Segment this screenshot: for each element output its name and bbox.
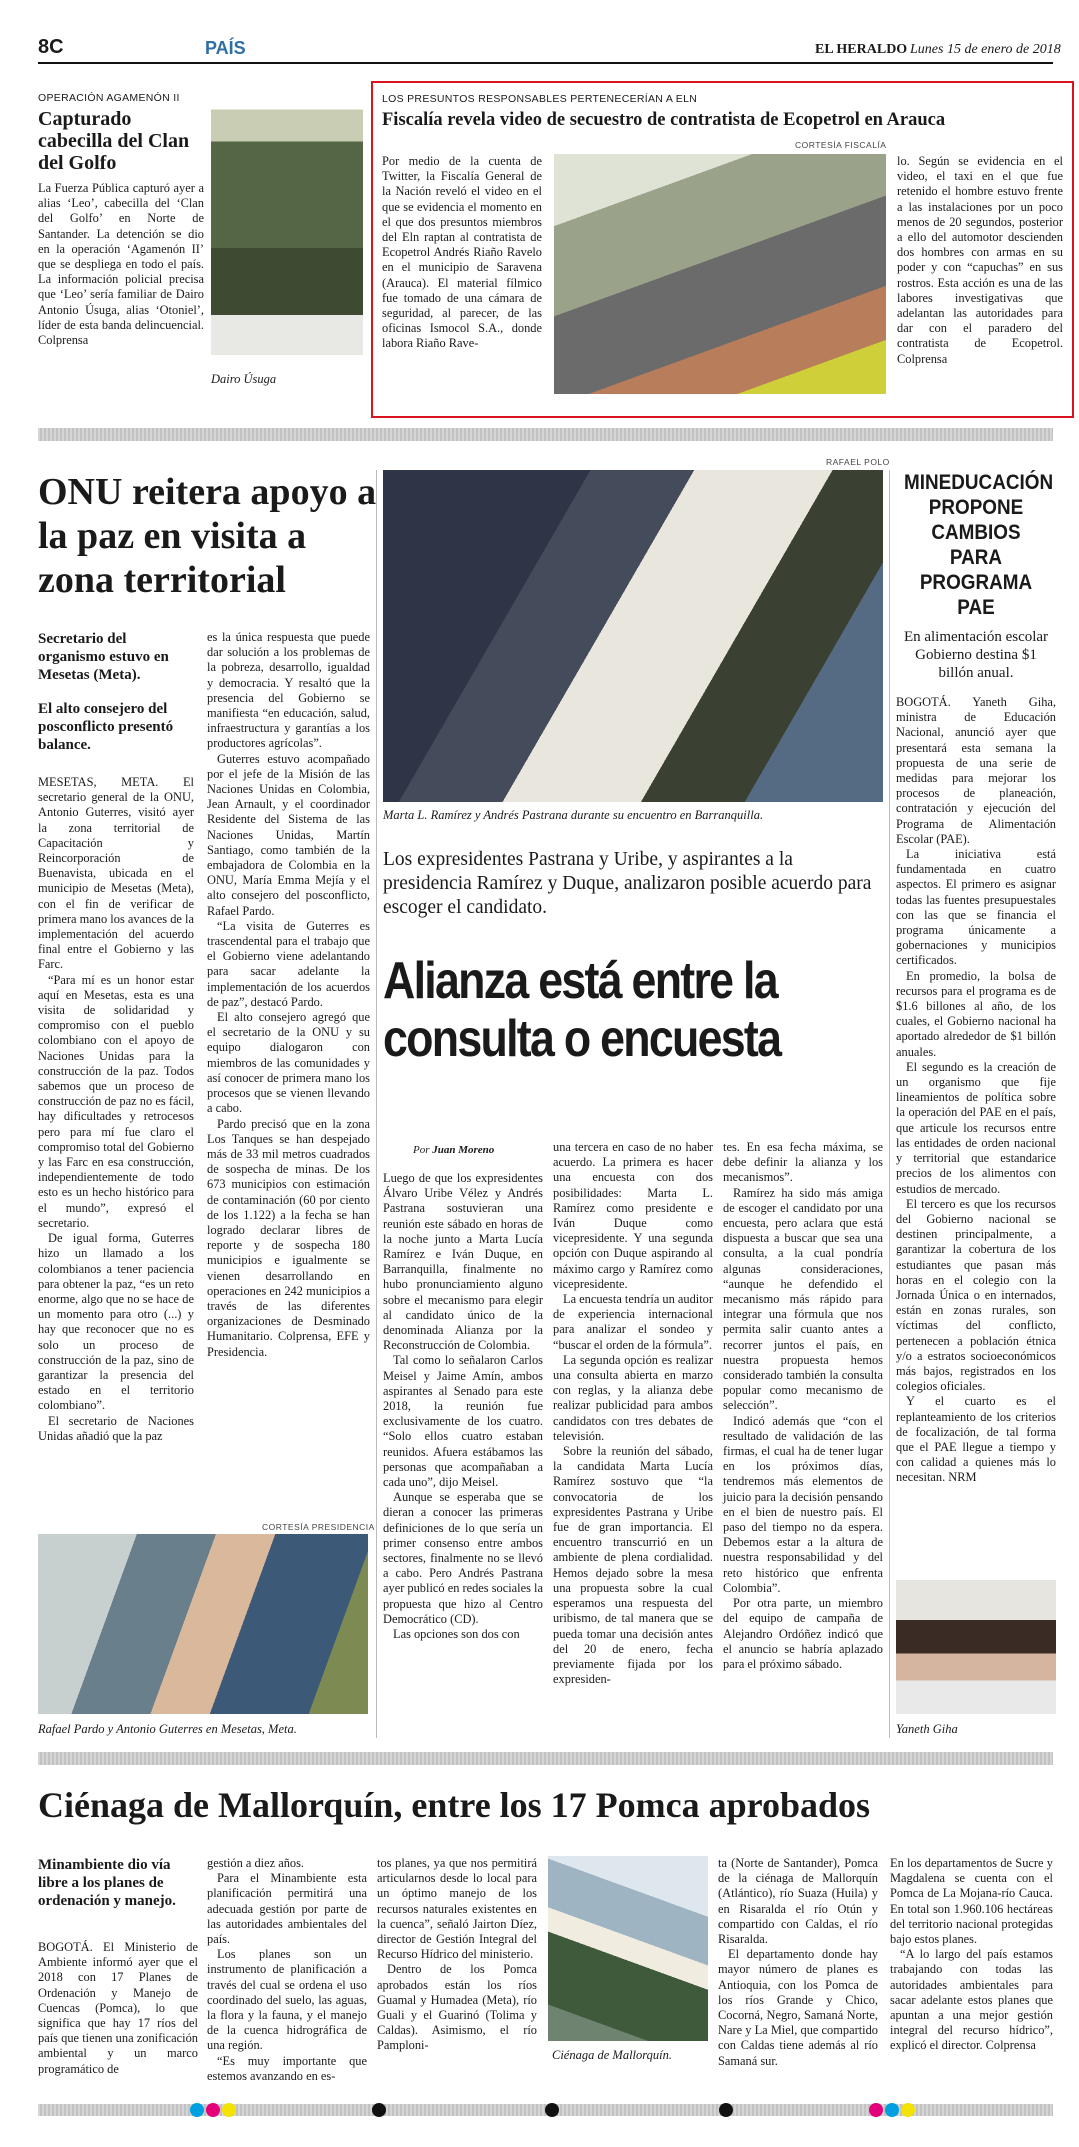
alianza-headline: Alianza está entre la consulta o encuesta [383, 952, 781, 1068]
alianza-deck: Los expresidentes Pastrana y Uribe, y aspirantes a la presidencia Ramírez y Duque, analizaron posible acuerdo para escoger el candidato. [383, 849, 872, 918]
section-divider-band [38, 428, 1053, 441]
onu-photo [38, 1534, 368, 1714]
mineducacion-body [896, 695, 1056, 1486]
onu-col2-p5: Pardo precisó que en la zona Los Tanques se han despejado más de 33 mil metros cuadrados de sospecha de minas. De los 673 municipios con estimación de contaminación (60 por ciento de los 1.122) a la fecha se han logrado declarar libres de reporte y de sospecha 180 municipios e igualmente se vienen desarrollando en operaciones en 242 municipios a través de las diferentes organizaciones de Desminado Humanitario. Colprensa, EFE y Presidencia. [207, 1116, 370, 1359]
alianza-col3-p4: Por otra parte, un miembro del equipo de campaña de Alejandro Ordóñez indicó que el anuncio se habría aplazado para el próximo sábado. [723, 1596, 883, 1671]
brief2-col2: lo. Según se evidencia en el video, el taxi en el que fue retenido el hombre estuvo frente a las instalaciones por un poco menos de 20 segundos, posterior a ello del automotor descienden dos hombres con armas en su poder y con “capuchas” en sus rostros. Esta acción es una de las labores investigativas que adelantan las autoridades para dar con el paradero del contratista de Ecopetrol. Colprensa [897, 154, 1063, 366]
cienaga-photo-caption: Ciénaga de Mallorquín. [552, 2048, 673, 2062]
brief1-body: La Fuerza Pública capturó ayer a alias ‘Leo’, cabecilla del ‘Clan del Golfo’ en Norte de Santander. La detención se dio en la operación ‘Agamenón II’ que se despliega en todo el país. La información policial precisa que ‘Leo’ sería familiar de Dairo Antonio Úsuga, alias ‘Otoniel’, líder de esta banda delincuencial. Colprensa [38, 181, 204, 348]
mineducacion-headline: MINEDUCACIÓN PROPONE CAMBIOS PARA PROGRAMA PAE [904, 471, 1054, 619]
cienaga-col3 [377, 1856, 537, 2054]
onu-col1 [38, 775, 194, 1444]
brief2-col1: Por medio de la cuenta de Twitter, la Fiscalía General de la Nación reveló el video en el que se evidencia el momento en el que dos presuntos miembros del Eln raptan al contratista de Ecopetrol Andrés Riaño Ravelo en el municipio de Saravena (Arauca). El material fílmico fue tomado de una cámara de seguridad, al parecer, de las oficinas Ismocol S.A., donde labora Riaño Rave- [382, 154, 542, 351]
mineducacion-p1: BOGOTÁ. Yaneth Giha, ministra de Educación Nacional, anunció ayer que presentará esta semana la propuesta de una serie de medidas para mejorar los procesos de planeación, contratación y ejecución del Programa de Alimentación Escolar (PAE). [896, 695, 1056, 846]
alianza-byline [413, 1144, 494, 1156]
brief1-photo [211, 88, 363, 355]
alianza-col2-p1: una tercera en caso de no haber acuerdo. La primera es hacer una encuesta con dos posibilidades: Marta L. Ramírez como presidente e Iván Duque como vicepresidente. Y una segunda opción con Duque aspirando al máximo cargo y Ramírez como vicepresidente. [553, 1140, 713, 1291]
alianza-col2 [553, 1140, 713, 1687]
onu-photo-credit: CORTESÍA PRESIDENCIA [262, 1522, 375, 1532]
cienaga-col4-p1: ta (Norte de Santander), Pomca de la ciénaga de Mallorquín (Atlántico), río Suaza (Huila) y en Risaralda el río Otún y compartido con Caldas, el río Risaralda. [718, 1856, 878, 1947]
brief1-kicker: OPERACIÓN AGAMENÓN II [38, 92, 180, 104]
mineducacion-p3: En promedio, la bolsa de recursos para el programa es de $1.6 billones al año, de los cuales, el Gobierno nacional ha aportado alrededor de $1 billón anuales. [896, 968, 1056, 1059]
registration-dot-yellow-2 [901, 2103, 915, 2117]
cienaga-subhead: Minambiente dio vía libre a los planes de ordenación y manejo. [38, 1857, 176, 1909]
cienaga-photo [548, 1856, 708, 2041]
section-name: PAÍS [205, 38, 246, 58]
alianza-photo-caption: Marta L. Ramírez y Andrés Pastrana durante su encuentro en Barranquilla. [383, 808, 764, 822]
mineducacion-p2: La iniciativa está fundamentada en cuatro aspectos. El primero es asignar todas las fuentes presupuestales con las que se financia el programa únicamente a gobernaciones y municipios certificados. [896, 847, 1056, 968]
alianza-col1 [383, 1171, 543, 1642]
onu-col2-p3: “La visita de Guterres es trascendental para el trabajo que el Gobierno viene adelantando para sacar adelante la implementación de los acuerdos de paz”, destacó Pardo. [207, 918, 370, 1009]
registration-dot-magenta-2 [869, 2103, 883, 2117]
registration-dot-magenta [206, 2103, 220, 2117]
cienaga-col2 [207, 1856, 367, 2084]
registration-dot-black [372, 2103, 386, 2117]
brief1-photo-caption: Dairo Úsuga [211, 372, 277, 386]
onu-col1-p3: De igual forma, Guterres hizo un llamado a los colombianos a tener paciencia para obtener la paz, “es un reto enorme, algo que no se hace de un momento para otro (...) y hay que reconocer que no es solo un proceso de construcción de la paz, sino de garantizar la presencia del estado en el territorio colombiano”. [38, 1231, 194, 1413]
brief1-headline: Capturado cabecilla del Clan del Golfo [38, 108, 190, 174]
mineducacion-p5: El tercero es que los recursos del Gobierno nacional se destinen principalmente, a garantizar la cobertura de los estudiantes que pasan más horas en el colegio con la Jornada Única o en internados, están en zonas rurales, son víctimas del conflicto, pertenecen a población étnica y/o a estratos socioeconómicos más bajos, registrados en los colegios oficiales. [896, 1196, 1056, 1394]
cienaga-col2-p3: Los planes son un instrumento de planificación a través del cual se ordena el uso coordinado del suelo, las aguas, la flora y la fauna, y el manejo de la cuenca hidrográfica de una región. [207, 1947, 367, 2053]
onu-col2 [207, 630, 370, 1360]
cienaga-col2-p2: Para el Minambiente esta planificación permitirá una adecuada gestión por parte de las autoridades ambientales del país. [207, 1871, 367, 1947]
issue-date: Lunes 15 de enero de 2018 [910, 42, 1061, 57]
mineducacion-p6: Y el cuarto es el replanteamiento de los criterios de focalización, de tal forma que el PAE llegue a tiempo y con calidad a quienes más lo necesitan. NRM [896, 1394, 1056, 1485]
onu-subhead-1: Secretario del organismo estuvo en Mesetas (Meta). [38, 631, 169, 683]
onu-col1-p4: El secretario de Naciones Unidas añadió que la paz [38, 1413, 194, 1443]
column-rule-left [376, 470, 377, 1738]
alianza-col3-p3: Indicó además que “con el resultado de validación de las firmas, el cual ha de tener lugar en los próximos días, tendremos más elementos de juicio para la decisión pensando en el bien de nuestro país. El paso del tiempo no da espera. Debemos estar a la altura de nuestra responsabilidad y del reto histórico que enfrenta Colombia”. [723, 1413, 883, 1595]
column-rule-right [889, 470, 890, 1738]
onu-col2-p4: El alto consejero agregó que el secretario de la ONU y su equipo dialogaron con miembros de las comunidades y así conocer de primera mano los procesos que se vienen llevando a cabo. [207, 1010, 370, 1116]
mineducacion-photo [896, 1580, 1056, 1714]
alianza-photo [383, 470, 883, 802]
mineducacion-p4: El segundo es la creación de un organismo que fije lineamientos de política sobre la operación del PAE en el país, que articule los recursos entre las entidades de orden nacional y territorial que estandarice precios de los alimentos con estudios de mercado. [896, 1059, 1056, 1196]
onu-col2-p1: es la única respuesta que puede dar solución a los problemas de la pobreza, desarrollo, igualdad y democracia. Y resaltó que la presencia del Gobierno se manifiesta “en educación, salud, infraestructura y garantías a los productores agrícolas”. [207, 630, 370, 751]
cienaga-col3-p1: tos planes, ya que nos permitirá articularnos desde lo local para un óptimo manejo de los recursos naturales existentes en la cuenca”, señaló Jairton Díez, director de Gestión Integral del Recurso Hídrico del ministerio. [377, 1856, 537, 1962]
alianza-col2-p4: Sobre la reunión del sábado, la candidata Marta Lucía Ramírez sostuvo que “la convocatoria de los expresidentes Pastrana y Uribe fue de gran importancia. El encuentro transcurrió en un ambiente de plena cordialidad. Hemos dejado sobre la mesa una propuesta sobre la cual esperamos una respuesta del uribismo, de tal manera que se pueda tomar una decisión antes del 20 de enero, fecha previamente fijada por los expresiden- [553, 1444, 713, 1687]
byline-prefix: Por [413, 1144, 430, 1156]
cienaga-col1: BOGOTÁ. El Ministerio de Ambiente informó ayer que el 2018 con 17 Planes de Ordenación y Manejo de Cuencas (Pomca), lo que significa que hay 17 ríos del país que tienen una zonificación ambiental y un marco programático de [38, 1940, 198, 2076]
cienaga-col4-p2: El departamento donde hay mayor número de planes es Antioquia, con los Pomca de los ríos Grande y Chico, Cocorná, Negro, Samaná Norte, Nare y La Miel, que compartido con Caldas tiene además al río Samaná sur. [718, 1947, 878, 2068]
masthead-rule [38, 62, 1053, 64]
onu-headline: ONU reitera apoyo a la paz en visita a zona territorial [38, 471, 377, 601]
onu-col1-p2: “Para mí es un honor estar aquí en Mesetas, esta es una visita de solidaridad y compromiso con el pueblo colombiano con el apoyo de Naciones Unidas para la construcción de la paz. Todos sabemos que un proceso de construcción de paz no es fácil, hay dificultades y retrocesos pero para mí fue claro el compromiso total del Gobierno y las Farc en esa construcción, independientemente de todo esto es un hecho histórico para el mundo”, expresó el secretario. [38, 972, 194, 1230]
registration-dot-cyan-2 [885, 2103, 899, 2117]
alianza-col2-p2: La encuesta tendría un auditor de experiencia internacional para analizar el sondeo y “buscar el orden de la fórmula”. [553, 1292, 714, 1352]
alianza-col1-p1: Luego de que los expresidentes Álvaro Uribe Vélez y Andrés Pastrana sostuvieran una reunión este sábado en horas de la noche junto a Marta Lucía Ramírez e Iván Duque, en Barranquilla, finalmente no hubo pronunciamiento alguno sobre el mecanismo para elegir al candidato único de la denominada Alianza por la Reconstrucción de Colombia. [383, 1171, 543, 1353]
brief2-kicker: LOS PRESUNTOS RESPONSABLES PERTENECERÍAN A ELN [382, 93, 698, 105]
cienaga-col4 [718, 1856, 878, 2069]
alianza-col1-p2: Tal como lo señalaron Carlos Meisel y Jaime Amín, ambos aspirantes al Senado para este 2018, la reunión fue exclusivamente de los cuatro. “Solo ellos cuatro estaban reunidos. Afuera estábamos las personas que acompañaban a cada uno”, dijo Meisel. [383, 1353, 543, 1490]
alianza-col1-p3: Aunque se esperaba que se dieran a conocer las primeras definiciones de lo que sería un primer consenso entre ambos sectores, finalmente no se llevó a cabo. Pero Andrés Pastrana ayer publicó en redes sociales la propuesta que hizo al Centro Democrático (CD). [383, 1490, 543, 1626]
alianza-col3-p2: Ramírez ha sido más amiga de escoger el candidato por una encuesta, pero aclara que está dispuesta a buscar que sea una consulta, a la cual pondría algunas consideraciones, “aunque he defendido el mecanismo más rápido para integrar una fórmula que nos permita salir cuanto antes a recorrer juntos el país, en nuestra propuesta hemos considerado también la consulta popular como mecanismo de selección”. [723, 1185, 883, 1413]
onu-photo-caption: Rafael Pardo y Antonio Guterres en Mesetas, Meta. [38, 1722, 297, 1736]
cienaga-col5-p1: En los departamentos de Sucre y Magdalena se cuenta con el Pomca de La Mojana-río Cauca. En total son 1.960.106 hectáreas del territorio nacional protegidas bajo estos planes. [890, 1856, 1053, 1947]
cienaga-col5 [890, 1856, 1053, 2054]
cienaga-col2-p4: “Es muy importante que estemos avanzando en es- [207, 2053, 367, 2083]
brief2-photo-credit: CORTESÍA FISCALÍA [795, 140, 887, 150]
brief2-headline: Fiscalía revela video de secuestro de contratista de Ecopetrol en Arauca [382, 110, 946, 130]
byline-author: Juan Moreno [432, 1144, 495, 1156]
cienaga-headline: Ciénaga de Mallorquín, entre los 17 Pomca aprobados [38, 1785, 871, 1825]
registration-dot-black-2 [545, 2103, 559, 2117]
alianza-col2-p3: La segunda opción es realizar una consulta abierta en marzo con reglas, y la alianza debe realizar publicidad para ambos candidatos con tres debates de televisión. [553, 1352, 713, 1443]
page-number: 8C [38, 36, 64, 58]
cienaga-col2-p1: gestión a diez años. [207, 1856, 305, 1870]
onu-subhead-2: El alto consejero del posconflicto presentó balance. [38, 701, 174, 753]
cienaga-col3-p2: Dentro de los Pomca aprobados están los ríos Guamal y Humadea (Meta), río Guali y el Guarinó (Tolima y Caldas). Asimismo, el río Pamploni- [377, 1962, 537, 2053]
section-divider-band-2 [38, 1752, 1053, 1765]
mineducacion-photo-caption: Yaneth Giha [896, 1722, 958, 1736]
alianza-col3-p1: tes. En esa fecha máxima, se debe definir la alianza y los mecanismos”. [723, 1140, 883, 1185]
alianza-col3 [723, 1140, 883, 1672]
registration-dot-yellow [222, 2103, 236, 2117]
registration-dot-cyan [190, 2103, 204, 2117]
alianza-col1-p4: Las opciones son dos con [393, 1627, 520, 1642]
brief2-photo [554, 154, 886, 394]
registration-dot-black-3 [719, 2103, 733, 2117]
onu-col1-p1: MESETAS, META. El secretario general de la ONU, Antonio Guterres, visitó ayer la zona territorial de Capacitación y Reincorporación de Buenavista, ubicada en el municipio de Mesetas (Meta), con el fin de verificar de primera mano los avances de la implementación del acuerdo final entre el Gobierno y las Farc. [38, 775, 194, 972]
cienaga-col5-p2: “A lo largo del país estamos trabajando con todas las autoridades ambientales para sacar adelante estos planes que apuntan a una mejor gestión integral del recurso hídrico”, explicó el director. Colprensa [890, 1947, 1053, 2053]
paper-name: EL HERALDO [815, 42, 908, 57]
onu-col2-p2: Guterres estuvo acompañado por el jefe de la Misión de las Naciones Unidas en Colombia, Jean Arnault, y el coordinador Residente del Sistema de las Naciones Unidas, Martín Santiago, como también de la embajadora de Colombia en la ONU, María Emma Mejía y el alto consejero del posconflicto, Rafael Pardo. [207, 751, 370, 918]
alianza-photo-credit: RAFAEL POLO [826, 457, 890, 467]
mineducacion-deck: En alimentación escolar Gobierno destina $1 billón anual. [903, 629, 1049, 681]
